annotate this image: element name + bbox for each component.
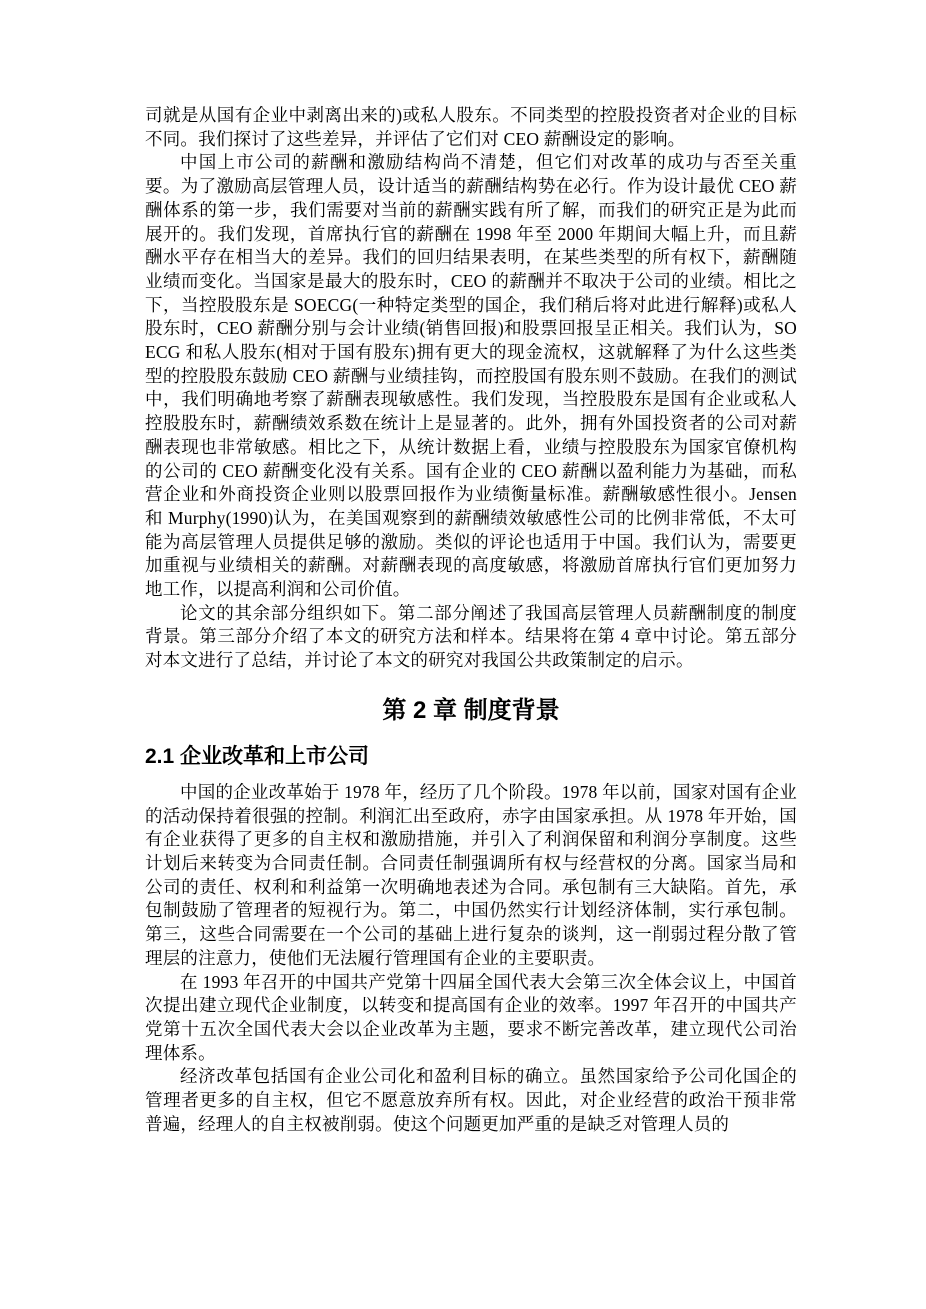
paragraph-compensation-findings: 中国上市公司的薪酬和激励结构尚不清楚，但它们对改革的成功与否至关重要。为了激励高层管理人员，设计适当的薪酬结构势在必行。作为设计最优 CEO 薪酬体系的第一步，我们需要对当前的薪酬实践有所了解，而我们的研究正是为此而展开的。我们发现，首席执行官的薪酬在 1998 年至 2000 年期间大幅上升，而且薪酬水平存在相当大的差异。我们的回归结果表明，在某些类型的所有权下，薪酬随业绩而变化。当国家是最大的股东时，CEO 的薪酬并不取决于公司的业绩。相比之下，当控股股东是 SOECG(一种特定类型的国企，我们稍后将对此进行解释)或私人股东时，CEO 薪酬分别与会计业绩(销售回报)和股票回报呈正相关。我们认为，SOECG 和私人股东(相对于国有股东)拥有更大的现金流权，这就解释了为什么这些类型的控股股东鼓励 CEO 薪酬与业绩挂钩，而控股国有股东则不鼓励。在我们的测试中，我们明确地考察了薪酬表现敏感性。我们发现，当控股股东是国有企业或私人控股股东时，薪酬绩效系数在统计上是显著的。此外，拥有外国投资者的公司对薪酬表现也非常敏感。相比之下，从统计数据上看，业绩与控股股东为国家官僚机构的公司的 CEO 薪酬变化没有关系。国有企业的 CEO 薪酬以盈利能力为基础，而私营企业和外商投资企业则以股票回报作为业绩衡量标准。薪酬敏感性很小。Jensen 和 Murphy(1990)认为，在美国观察到的薪酬绩效敏感性公司的比例非常低，不太可能为高层管理人员提供足够的激励。类似的评论也适用于中国。我们认为，需要更加重视与业绩相关的薪酬。对薪酬表现的高度敏感，将激励首席执行官们更加努力地工作，以提高利润和公司价值。 xyxy=(145,152,797,600)
chapter-heading: 第 2 章 制度背景 xyxy=(382,696,560,724)
section-heading: 2.1 企业改革和上市公司 xyxy=(145,744,370,768)
paragraph-modern-enterprise-system: 在 1993 年召开的中国共产党第十四届全国代表大会第三次全体会议上，中国首次提出建立现代企业制度，以转变和提高国有企业的效率。1997 年召开的中国共产党第十五次全国代表大会以企业改革为主题，要求不断完善改革，建立现代公司治理体系。 xyxy=(145,971,797,1063)
paragraph-continuation: 司就是从国有企业中剥离出来的)或私人股东。不同类型的控股投资者对企业的目标不同。我们探讨了这些差异，并评估了它们对 CEO 薪酬设定的影响。 xyxy=(145,105,797,149)
paragraph-paper-outline: 论文的其余部分组织如下。第二部分阐述了我国高层管理人员薪酬制度的制度背景。第三部分介绍了本文的研究方法和样本。结果将在第 4 章中讨论。第五部分对本文进行了总结，并讨论了本文的研究对我国公共政策制定的启示。 xyxy=(145,602,797,671)
page-content xyxy=(145,104,797,1136)
paragraph-economic-reform: 经济改革包括国有企业公司化和盈利目标的确立。虽然国家给予公司化国企的管理者更多的自主权，但它不愿意放弃所有权。因此，对企业经营的政治干预非常普遍，经理人的自主权被削弱。使这个问题更加严重的是缺乏对管理人员的 xyxy=(145,1066,797,1134)
paragraph-enterprise-reform-history: 中国的企业改革始于 1978 年，经历了几个阶段。1978 年以前，国家对国有企业的活动保持着很强的控制。利润汇出至政府，赤字由国家承担。从 1978 年开始，国有企业获得了更多的自主权和激励措施，并引入了利润保留和利润分享制度。这些计划后来转变为合同责任制。合同责任制强调所有权与经营权的分离。国家当局和公司的责任、权利和利益第一次明确地表述为合同。承包制有三大缺陷。首先，承包制鼓励了管理者的短视行为。第二，中国仍然实行计划经济体制，实行承包制。第三，这些合同需要在一个公司的基础上进行复杂的谈判，这一削弱过程分散了管理层的注意力，使他们无法履行管理国有企业的主要职责。 xyxy=(145,781,797,968)
